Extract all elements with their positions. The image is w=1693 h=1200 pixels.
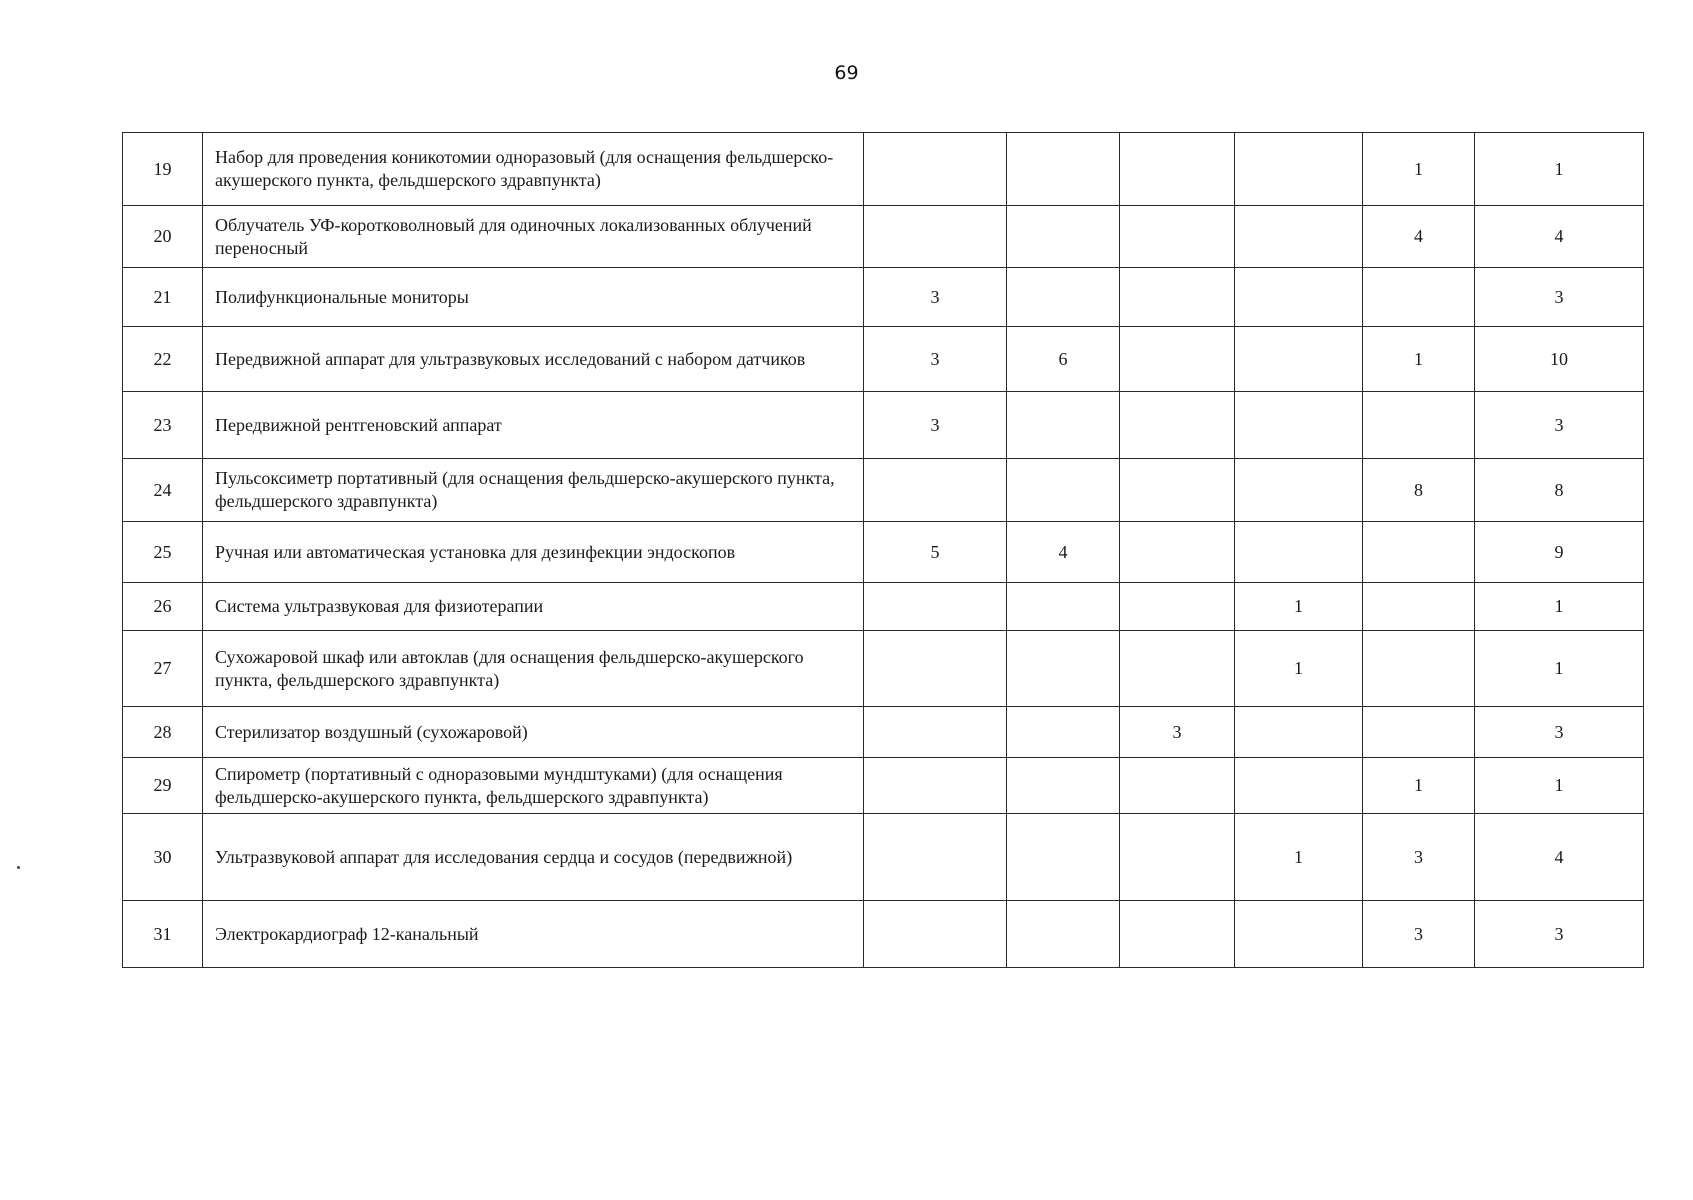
quantity-col-5 [1363, 631, 1475, 707]
quantity-col-2 [1007, 901, 1120, 968]
quantity-col-2 [1007, 631, 1120, 707]
quantity-col-2 [1007, 707, 1120, 758]
row-number: 28 [123, 707, 203, 758]
quantity-col-2 [1007, 459, 1120, 522]
table-row [123, 631, 1644, 707]
quantity-total: 1 [1475, 583, 1644, 631]
row-number: 22 [123, 327, 203, 392]
row-number: 27 [123, 631, 203, 707]
quantity-col-3 [1120, 392, 1235, 459]
row-number: 23 [123, 392, 203, 459]
table-row [123, 268, 1644, 327]
scan-artifact-dot [17, 866, 20, 869]
quantity-col-5: 8 [1363, 459, 1475, 522]
equipment-name: Набор для проведения коникотомии одноразовый (для оснащения фельдшерско-акушерского пункта, фельдшерского здравпункта) [203, 133, 864, 206]
quantity-col-5: 1 [1363, 133, 1475, 206]
quantity-col-2 [1007, 392, 1120, 459]
quantity-col-5: 4 [1363, 206, 1475, 268]
quantity-total: 3 [1475, 268, 1644, 327]
table-row [123, 758, 1644, 814]
quantity-col-4 [1235, 901, 1363, 968]
page-number: 69 [834, 62, 859, 84]
quantity-col-1 [864, 758, 1007, 814]
quantity-total: 10 [1475, 327, 1644, 392]
table-row [123, 814, 1644, 901]
quantity-col-4 [1235, 206, 1363, 268]
quantity-col-3: 3 [1120, 707, 1235, 758]
row-number: 25 [123, 522, 203, 583]
quantity-total: 1 [1475, 758, 1644, 814]
quantity-col-4 [1235, 268, 1363, 327]
equipment-name: Сухожаровой шкаф или автоклав (для оснащения фельдшерско-акушерского пункта, фельдшерского здравпункта) [203, 631, 864, 707]
quantity-col-2: 6 [1007, 327, 1120, 392]
quantity-col-5 [1363, 392, 1475, 459]
quantity-col-3 [1120, 327, 1235, 392]
quantity-total: 1 [1475, 631, 1644, 707]
quantity-col-3 [1120, 583, 1235, 631]
quantity-col-2 [1007, 133, 1120, 206]
quantity-col-4 [1235, 392, 1363, 459]
quantity-col-2: 4 [1007, 522, 1120, 583]
equipment-name: Система ультразвуковая для физиотерапии [203, 583, 864, 631]
quantity-col-4 [1235, 133, 1363, 206]
quantity-col-1: 3 [864, 268, 1007, 327]
quantity-total: 3 [1475, 707, 1644, 758]
quantity-col-3 [1120, 133, 1235, 206]
quantity-col-1: 3 [864, 392, 1007, 459]
quantity-total: 3 [1475, 392, 1644, 459]
table-row [123, 522, 1644, 583]
quantity-col-4 [1235, 758, 1363, 814]
quantity-col-3 [1120, 758, 1235, 814]
table-row [123, 327, 1644, 392]
equipment-name: Пульсоксиметр портативный (для оснащения фельдшерско-акушерского пункта, фельдшерского здравпункта) [203, 459, 864, 522]
row-number: 21 [123, 268, 203, 327]
table-row [123, 206, 1644, 268]
quantity-col-3 [1120, 901, 1235, 968]
quantity-col-5 [1363, 707, 1475, 758]
quantity-col-1 [864, 631, 1007, 707]
quantity-col-5 [1363, 583, 1475, 631]
quantity-col-3 [1120, 268, 1235, 327]
equipment-name: Полифункциональные мониторы [203, 268, 864, 327]
table-row [123, 707, 1644, 758]
quantity-col-4 [1235, 707, 1363, 758]
quantity-col-1: 5 [864, 522, 1007, 583]
quantity-col-2 [1007, 583, 1120, 631]
quantity-total: 9 [1475, 522, 1644, 583]
quantity-col-5: 3 [1363, 901, 1475, 968]
equipment-name: Ультразвуковой аппарат для исследования сердца и сосудов (передвижной) [203, 814, 864, 901]
table-row [123, 133, 1644, 206]
table-row [123, 459, 1644, 522]
quantity-total: 4 [1475, 206, 1644, 268]
quantity-col-1 [864, 901, 1007, 968]
quantity-col-5 [1363, 522, 1475, 583]
table-row [123, 392, 1644, 459]
quantity-col-4 [1235, 522, 1363, 583]
equipment-name: Спирометр (портативный с одноразовыми мундштуками) (для оснащения фельдшерско-акушерского пункта, фельдшерского здравпункта) [203, 758, 864, 814]
equipment-name: Стерилизатор воздушный (сухожаровой) [203, 707, 864, 758]
quantity-col-1 [864, 206, 1007, 268]
quantity-col-4 [1235, 459, 1363, 522]
quantity-col-4: 1 [1235, 814, 1363, 901]
table-row [123, 583, 1644, 631]
quantity-col-2 [1007, 814, 1120, 901]
quantity-col-5 [1363, 268, 1475, 327]
equipment-name: Облучатель УФ-коротковолновый для одиночных локализованных облучений переносный [203, 206, 864, 268]
row-number: 26 [123, 583, 203, 631]
quantity-col-5: 1 [1363, 327, 1475, 392]
quantity-col-2 [1007, 206, 1120, 268]
table-row [123, 901, 1644, 968]
equipment-name: Электрокардиограф 12-канальный [203, 901, 864, 968]
quantity-total: 1 [1475, 133, 1644, 206]
quantity-col-4: 1 [1235, 583, 1363, 631]
quantity-total: 4 [1475, 814, 1644, 901]
quantity-col-4 [1235, 327, 1363, 392]
quantity-col-3 [1120, 206, 1235, 268]
quantity-col-5: 3 [1363, 814, 1475, 901]
row-number: 19 [123, 133, 203, 206]
quantity-col-1 [864, 583, 1007, 631]
quantity-total: 8 [1475, 459, 1644, 522]
equipment-name: Ручная или автоматическая установка для дезинфекции эндоскопов [203, 522, 864, 583]
quantity-col-3 [1120, 631, 1235, 707]
quantity-col-1 [864, 459, 1007, 522]
quantity-col-1 [864, 133, 1007, 206]
quantity-col-2 [1007, 268, 1120, 327]
quantity-col-3 [1120, 814, 1235, 901]
row-number: 20 [123, 206, 203, 268]
row-number: 31 [123, 901, 203, 968]
quantity-col-3 [1120, 522, 1235, 583]
quantity-col-1 [864, 707, 1007, 758]
equipment-name: Передвижной аппарат для ультразвуковых исследований с набором датчиков [203, 327, 864, 392]
quantity-col-4: 1 [1235, 631, 1363, 707]
quantity-col-3 [1120, 459, 1235, 522]
quantity-col-1: 3 [864, 327, 1007, 392]
row-number: 30 [123, 814, 203, 901]
row-number: 29 [123, 758, 203, 814]
row-number: 24 [123, 459, 203, 522]
equipment-table [122, 132, 1644, 968]
quantity-total: 3 [1475, 901, 1644, 968]
quantity-col-1 [864, 814, 1007, 901]
quantity-col-2 [1007, 758, 1120, 814]
equipment-name: Передвижной рентгеновский аппарат [203, 392, 864, 459]
quantity-col-5: 1 [1363, 758, 1475, 814]
